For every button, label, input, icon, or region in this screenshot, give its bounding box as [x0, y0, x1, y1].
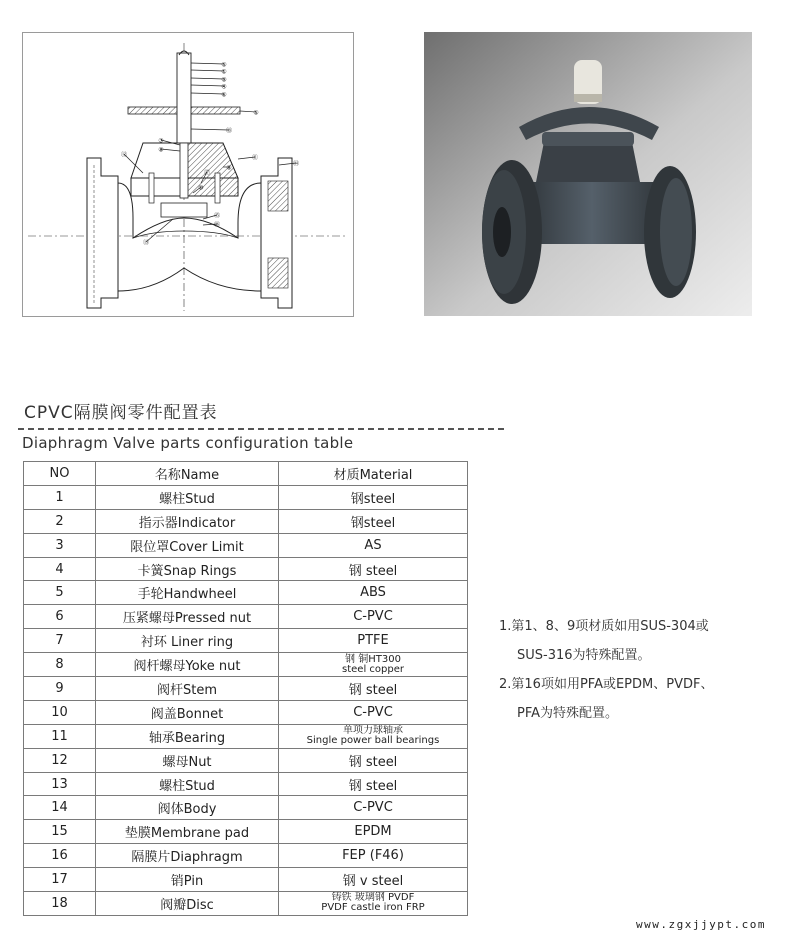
table-row [24, 653, 468, 677]
table-row [24, 509, 468, 533]
cell-material: AS [279, 533, 468, 557]
cell-material: 钢 steel [279, 772, 468, 796]
callout-leader [191, 85, 224, 86]
table-row [24, 629, 468, 653]
callout-label: ⑱ [225, 127, 233, 135]
cell-material: 钢 v steel [279, 868, 468, 892]
website-url: www.zgxjjypt.com [636, 918, 766, 931]
callout-label: ⑭ [292, 160, 300, 168]
cell-name: 手轮Handwheel [96, 581, 279, 605]
cell-material: C-PVC [279, 605, 468, 629]
header-material: 材质Material [279, 462, 468, 486]
cell-no: 5 [24, 581, 96, 605]
callout-label: ⑤ [253, 109, 259, 117]
callout-label: ⑰ [203, 169, 211, 177]
cell-material [279, 892, 468, 916]
callout-label: ⑩ [198, 184, 204, 192]
cell-material: PTFE [279, 629, 468, 653]
cell-name: 隔膜片Diaphragm [96, 844, 279, 868]
cell-name: 压紧螺母Pressed nut [96, 605, 279, 629]
table-row [24, 700, 468, 724]
cell-material: 钢 steel [279, 557, 468, 581]
cell-no: 4 [24, 557, 96, 581]
callout-label: ⑫ [120, 151, 128, 159]
cell-name: 阀杆螺母Yoke nut [96, 653, 279, 677]
notes [499, 612, 789, 728]
cell-name: 轴承Bearing [96, 724, 279, 748]
title-divider [18, 428, 504, 430]
material-line-1: 铸铁 玻璃钢 PVDF [331, 892, 415, 904]
cell-no: 9 [24, 677, 96, 701]
table-row [24, 748, 468, 772]
valve-section-drawing [22, 32, 354, 317]
cell-material: EPDM [279, 820, 468, 844]
cell-no: 8 [24, 653, 96, 677]
callout-label: ⑤ [221, 61, 227, 69]
table-row [24, 677, 468, 701]
material-line-2: Single power ball bearings [306, 735, 440, 747]
callout-label: ⑪ [251, 154, 259, 162]
cell-no: 15 [24, 820, 96, 844]
cell-no: 16 [24, 844, 96, 868]
parts-table-body [24, 485, 468, 915]
cell-name: 螺柱Stud [96, 772, 279, 796]
cell-no: 3 [24, 533, 96, 557]
cell-material: 钢 steel [279, 748, 468, 772]
table-header-row [24, 462, 468, 486]
cell-name: 阀体Body [96, 796, 279, 820]
cell-material: 钢 steel [279, 677, 468, 701]
title-chinese: CPVC隔膜阀零件配置表 [24, 403, 218, 423]
note-1-continued: SUS-316为特殊配置。 [517, 648, 651, 663]
callout-label: ⑦ [158, 137, 164, 145]
cell-no: 12 [24, 748, 96, 772]
cell-no: 17 [24, 868, 96, 892]
table-row [24, 581, 468, 605]
cell-no: 11 [24, 724, 96, 748]
callout-label: ⑯ [213, 221, 221, 229]
parts-table [23, 461, 468, 916]
cell-name: 指示器Indicator [96, 509, 279, 533]
callout-leader [191, 78, 224, 79]
cell-no: 13 [24, 772, 96, 796]
cell-material [279, 653, 468, 677]
table-row [24, 724, 468, 748]
cell-no: 10 [24, 700, 96, 724]
cell-name: 衬环 Liner ring [96, 629, 279, 653]
note-1: 1.第1、8、9项材质如用SUS-304或 [499, 619, 709, 634]
table-row [24, 485, 468, 509]
callout-leader [191, 93, 224, 94]
material-line-2: steel copper [342, 663, 404, 675]
cell-name: 销Pin [96, 868, 279, 892]
callout-leader [146, 219, 173, 242]
table-row [24, 772, 468, 796]
cell-no: 2 [24, 509, 96, 533]
cell-material [279, 724, 468, 748]
cell-no: 14 [24, 796, 96, 820]
table-row [24, 557, 468, 581]
table-row [24, 796, 468, 820]
callout-label: ⑨ [226, 164, 232, 172]
cell-no: 18 [24, 892, 96, 916]
cell-material: ABS [279, 581, 468, 605]
cell-name: 螺母Nut [96, 748, 279, 772]
callout-label: ⑮ [213, 212, 221, 220]
cell-material: C-PVC [279, 700, 468, 724]
callout-label: ① [221, 68, 227, 76]
cell-name: 限位罩Cover Limit [96, 533, 279, 557]
table-row [24, 820, 468, 844]
callout-leader [191, 70, 224, 71]
note-2-continued: PFA为特殊配置。 [517, 706, 619, 721]
callout-leader [191, 63, 224, 64]
cell-name: 螺柱Stud [96, 485, 279, 509]
cell-material: C-PVC [279, 796, 468, 820]
cell-material: FEP (F46) [279, 844, 468, 868]
cell-name: 垫膜Membrane pad [96, 820, 279, 844]
cell-name: 阀杆Stem [96, 677, 279, 701]
cell-no: 1 [24, 485, 96, 509]
note-2: 2.第16项如用PFA或EPDM、PVDF、 [499, 677, 714, 692]
table-row [24, 844, 468, 868]
table-row [24, 605, 468, 629]
callout-label: ⑥ [221, 91, 227, 99]
cell-material: 钢steel [279, 485, 468, 509]
table-row [24, 533, 468, 557]
callout-label: ⑬ [142, 239, 150, 247]
title-english: Diaphragm Valve parts configuration table [22, 434, 354, 452]
cell-no: 6 [24, 605, 96, 629]
table-row [24, 892, 468, 916]
table-row [24, 868, 468, 892]
material-line-1: 单项力球轴承 [343, 725, 403, 737]
callout-label: ⑧ [158, 146, 164, 154]
cell-name: 阀盖Bonnet [96, 700, 279, 724]
valve-product-photo [424, 32, 752, 316]
callout-label: ③ [221, 76, 227, 84]
cell-material: 钢steel [279, 509, 468, 533]
cell-name: 阀瓣Disc [96, 892, 279, 916]
cell-name: 卡簧Snap Rings [96, 557, 279, 581]
callout-label: ④ [221, 83, 227, 91]
material-line-1: 钢 铜HT300 [345, 653, 401, 665]
header-name: 名称Name [96, 462, 279, 486]
header-no: NO [24, 462, 96, 486]
material-line-2: PVDF castle iron FRP [321, 902, 425, 914]
cell-no: 7 [24, 629, 96, 653]
callout-leader [191, 129, 229, 130]
